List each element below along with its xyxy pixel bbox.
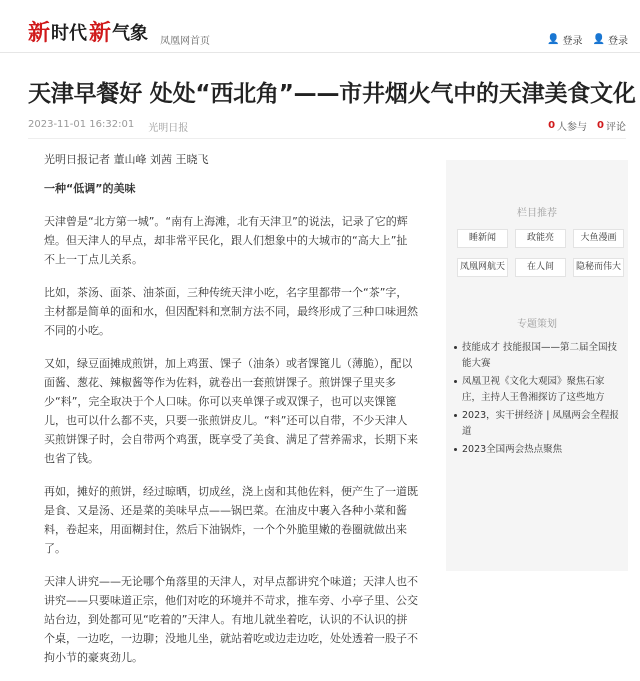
paragraph: 再如，摊好的煎饼，经过晾晒，切成丝，浇上卤和其他佐料，便产生了一道既是食、又是汤、还是菜的美味早点——锅巴菜。在油皮中裹入各种小菜和酱料，卷起来，用面糊封住，然后下油锅炸，一个个外脆里嫩的卷圈就做出来了。 — [44, 485, 418, 555]
top-bar — [0, 0, 640, 53]
paragraph: 天津曾是“北方第一城”。“南有上海滩，北有天津卫”的说法，记录了它的辉煌。但天津人的早点，却非常平民化，跟人们想象中的大城市的“高大上”扯不上一丁点儿关系。 — [44, 215, 408, 266]
article-title: 天津早餐好 处处“西北角”——市井烟火气中的天津美食文化 — [28, 81, 636, 107]
topic-link[interactable]: 凤凰卫视《文化大观园》聚焦石家庄，主持人王鲁湘探访了这些地方 — [462, 374, 620, 406]
profile-label: 登录 — [608, 36, 628, 47]
logo-part3: 新 — [89, 21, 111, 46]
login-label: 登录 — [562, 36, 583, 47]
article-meta — [28, 119, 188, 134]
user-icon: 👤 — [547, 34, 560, 45]
topic-link[interactable]: 2023，实干拼经济 | 凤凰两会全程报道 — [462, 408, 620, 440]
person-icon: 👤 — [592, 34, 605, 45]
column-button[interactable]: 凤凰网航天 — [457, 258, 508, 277]
paragraph: 又如，绿豆面摊成煎饼，加上鸡蛋、馃子（油条）或者馃篦儿（薄脆），配以面酱、葱花、辣椒酱等作为佐料，就卷出一套煎饼馃子。煎饼馃子里夹多少“料”，完全取决于个人口味。你可以夹单馃子或双馃子，也可以夹馃篦儿，也可以什么都不夹，只要一张煎饼皮儿。“料”还可以自带，不少天津人买煎饼馃子时，会自带两个鸡蛋，既享受了美食、满足了营养需求，长期下来也省了钱。 — [44, 357, 418, 465]
column-grid — [457, 229, 628, 277]
comments-link[interactable] — [597, 118, 626, 133]
logo-part2: 时代 — [51, 22, 88, 44]
article-source[interactable]: 光明日报 — [148, 123, 189, 134]
logo-part4: 气象 — [112, 22, 149, 44]
participants-link[interactable] — [548, 118, 587, 133]
comments-label: 评论 — [606, 122, 626, 133]
comment-icon: 0 — [597, 120, 604, 131]
people-icon: 0 — [548, 120, 556, 131]
login-link[interactable] — [547, 32, 582, 47]
column-button[interactable]: 在人间 — [515, 258, 566, 277]
home-link[interactable]: 凤凰网首页 — [160, 36, 210, 47]
paragraph: 比如，茶汤、面茶、油茶面，三种传统天津小吃，名字里都带一个“茶”字，主材都是简单的面和水，但因配料和烹制方法不同，最终形成了三种口味迥然不同的小吃。 — [44, 286, 418, 337]
header-divider — [28, 138, 626, 139]
column-button[interactable]: 大鱼漫画 — [573, 229, 624, 248]
profile-link[interactable] — [593, 32, 628, 47]
column-button[interactable]: 睡新闻 — [457, 229, 508, 248]
byline: 光明日报记者 董山峰 刘茜 王晓飞 — [44, 153, 209, 166]
paragraph: 天津人讲究——无论哪个角落里的天津人，对早点都讲究个味道；天津人也不讲究——只要味道正宗，他们对吃的环境并不苛求，推车旁、小亭子里、公交站台边，到处都可见“吃着的”天津人。有地儿就坐着吃，认识的不认识的拼个桌，一边吃，一边聊；没地儿坐，就站着吃或边走边吃，处处透着一股子不拘小节的豪爽劲儿。 — [44, 575, 418, 664]
column-button[interactable]: 政能亮 — [515, 229, 566, 248]
article-date: 2023-11-01 16:32:01 — [28, 119, 135, 130]
topics-list — [446, 340, 628, 458]
sidebar — [446, 160, 628, 571]
section-subtitle: 一种“低调”的美味 — [44, 182, 136, 195]
column-button[interactable]: 隐秘而伟大 — [573, 258, 624, 277]
article-body — [44, 150, 418, 681]
site-logo[interactable] — [28, 16, 148, 47]
topic-link[interactable]: 2023全国两会热点聚焦 — [462, 442, 620, 458]
article-actions — [548, 118, 626, 133]
topics-title: 专题策划 — [517, 319, 557, 330]
participants-label: 人参与 — [557, 122, 588, 133]
logo-part1: 新 — [28, 21, 50, 46]
topic-link[interactable]: 技能成才 技能报国——第二届全国技能大赛 — [462, 340, 620, 372]
top-right-actions — [547, 32, 628, 47]
column-recommend-title: 栏目推荐 — [517, 208, 557, 219]
